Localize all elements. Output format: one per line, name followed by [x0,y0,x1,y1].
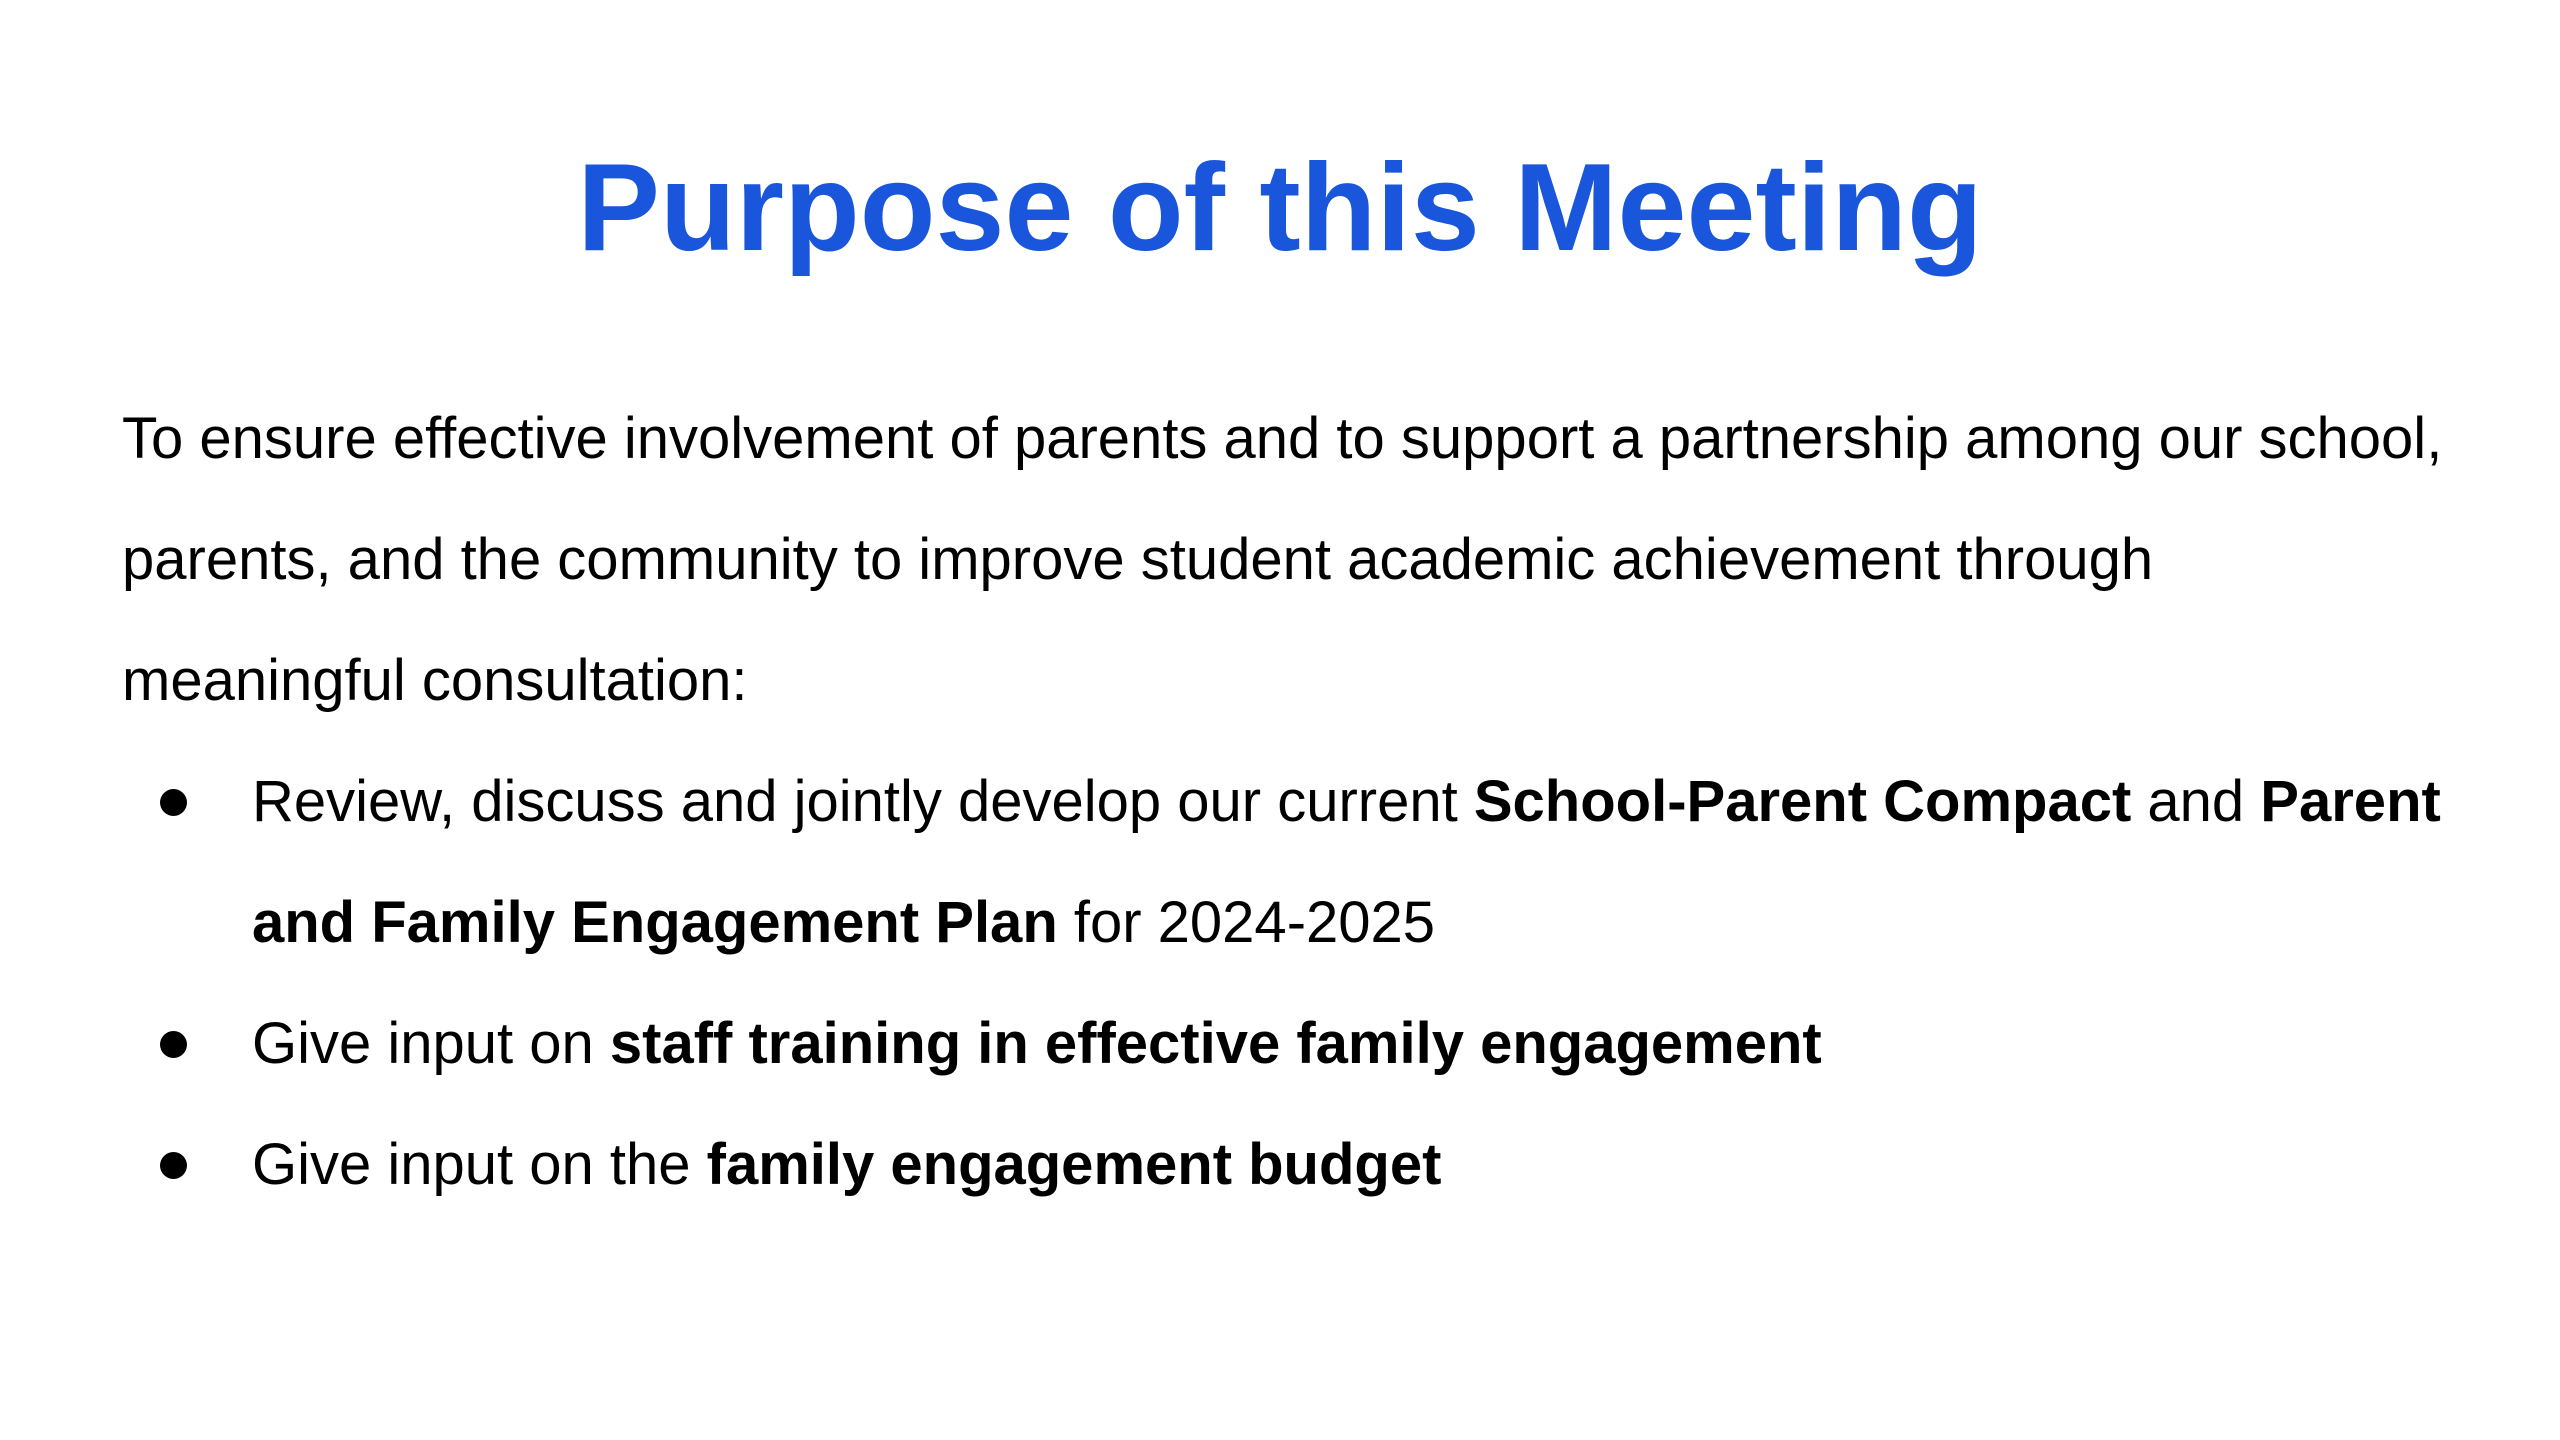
bullet-bold-text: staff training in effective family engagement [609,1011,1822,1076]
bullet-bold-text: Parent and Family Engagement Plan [252,769,2441,955]
bullet-bold-text: family engagement budget [706,1132,1442,1197]
slide-title: Purpose of this Meeting [577,139,1983,277]
bullet-dot-icon [160,789,187,816]
bullet-item-budget [122,1104,2452,1225]
bullet-item-compact [122,741,2452,983]
bullet-text: for 2024-2025 [1057,890,1436,955]
intro-paragraph: To ensure effective involvement of parents and to support a partnership among our school, parents, and the community to improve student academic achievement through meaningful consultation: [122,406,2443,713]
slide-body [122,378,2452,1225]
bullet-item-staff-training [122,983,2452,1104]
bullet-dot-icon [160,1152,187,1179]
bullet-text: Review, discuss and jointly develop our current [252,769,1474,834]
bullet-text: Give input on [252,1011,610,1076]
bullet-bold-text: School-Parent Compact [1473,769,2132,834]
bullet-list [122,741,2452,1225]
bullet-text: Give input on the [252,1132,707,1197]
bullet-dot-icon [160,1031,187,1058]
bullet-text: and [2131,769,2261,834]
